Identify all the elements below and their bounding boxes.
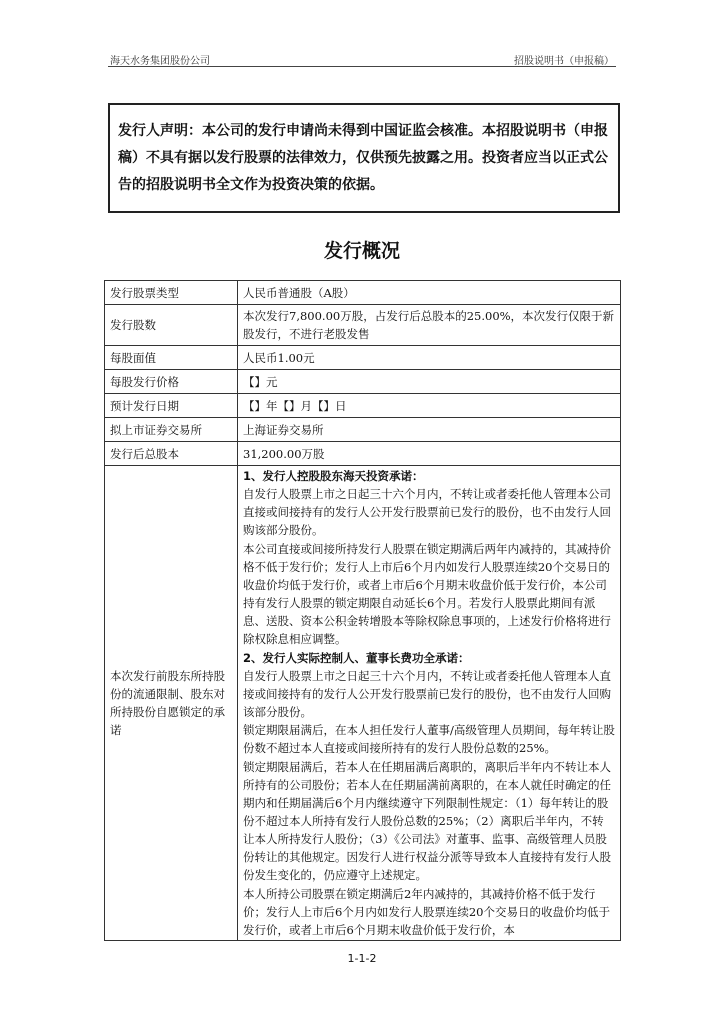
page-header: [108, 50, 616, 67]
table-row: [105, 346, 621, 370]
table-row: [105, 394, 621, 418]
row-value: 上海证券交易所: [238, 418, 621, 442]
lockup-label: 本次发行前股东所持股份的流通限制、股东对所持股份自愿锁定的承诺: [105, 466, 238, 941]
row-value: 人民币1.00元: [238, 346, 621, 370]
commitment-paragraph: 自发行人股票上市之日起三十六个月内，不转让或者委托他人管理本人直接或间接持有的发行人公开发行股票前已发行的股份，也不由发行人回购该部分股份。: [243, 668, 611, 720]
row-value: 人民币普通股（A股）: [238, 281, 621, 305]
table-row: [105, 281, 621, 305]
row-value: 本次发行7,800.00万股，占发行后总股本的25.00%，本次发行仅限于新股发行，不进行老股发售: [238, 305, 621, 346]
row-label: 拟上市证券交易所: [105, 418, 238, 442]
header-company: 海天水务集团股份公司: [110, 56, 210, 67]
row-label: 发行股票类型: [105, 281, 238, 305]
row-label: 发行股数: [105, 305, 238, 346]
row-value: 【】年【】月【】日: [238, 394, 621, 418]
table-row: [105, 442, 621, 466]
row-value: 【】元: [238, 370, 621, 394]
row-label: 发行后总股本: [105, 442, 238, 466]
issuer-declaration: 发行人声明：本公司的发行申请尚未得到中国证监会核准。本招股说明书（申报稿）不具有据以发行股票的法律效力，仅供预先披露之用。投资者应当以正式公告的招股说明书全文作为投资决策的依据。: [108, 103, 620, 213]
row-value: 31,200.00万股: [238, 442, 621, 466]
row-label: 每股发行价格: [105, 370, 238, 394]
commitment-paragraph: 本人所持公司股票在锁定期满后2年内减持的，其减持价格不低于发行价；发行人上市后6个月内如发行人股票连续20个交易日的收盘价均低于发行价，或者上市后6个月期末收盘价低于发行价，本: [243, 886, 610, 937]
page-number: 1-1-2: [347, 952, 377, 965]
table-row: [105, 305, 621, 346]
commitment-paragraph: 自发行人股票上市之日起三十六个月内，不转让或者委托他人管理本公司直接或间接持有的发行人公开发行股票前已发行的股份，也不由发行人回购该部分股份。: [243, 487, 611, 538]
lockup-commitments: [238, 466, 621, 941]
row-label: 每股面值: [105, 346, 238, 370]
table-row: [105, 370, 621, 394]
header-doc-title: 招股说明书（申报稿）: [514, 56, 614, 67]
table-row: [105, 418, 621, 442]
section-title: 发行概况: [323, 240, 400, 262]
commitment-paragraph: 锁定期限届满后，若本人在任期届满后离职的，离职后半年内不转让本人所持有的公司股份；若本人在任期届满前离职的，在本人就任时确定的任期内和任期届满后6个月内继续遵守下列限制性规定：（1）每年转让的股份不超过本人所持有发行人股份总数的25%；（2）离职后半年内，不转让本人所持发行人股份；（3）《公司法》对董事、监事、高级管理人员股份转让的其他规定。因发行人进行权益分派等导致本人直接持有发行人股份发生变化的，仍应遵守上述规定。: [243, 759, 611, 883]
row-label: 预计发行日期: [105, 394, 238, 418]
table-row: [105, 466, 621, 941]
commitment-paragraph: 本公司直接或间接所持发行人股票在锁定期满后两年内减持的，其减持价格不低于发行价；发行人上市后6个月内如发行人股票连续20个交易日的收盘价均低于发行价，或者上市后6个月期末收盘价低于发行价，本公司持有发行人股票的锁定期限自动延长6个月。若发行人股票此期间有派息、送股、资本公积金转增股本等除权除息事项的，上述发行价格将进行除权除息相应调整。: [243, 541, 611, 647]
offering-overview-table: [104, 280, 621, 941]
commitment-heading: 2、发行人实际控制人、董事长费功全承诺：: [243, 650, 470, 665]
commitment-paragraph: 锁定期限届满后，在本人担任发行人董事/高级管理人员期间，每年转让股份数不超过本人直接或间接所持有的发行人股份总数的25%。: [243, 723, 615, 756]
commitment-heading: 1、发行人控股股东海天投资承诺：: [243, 469, 424, 483]
